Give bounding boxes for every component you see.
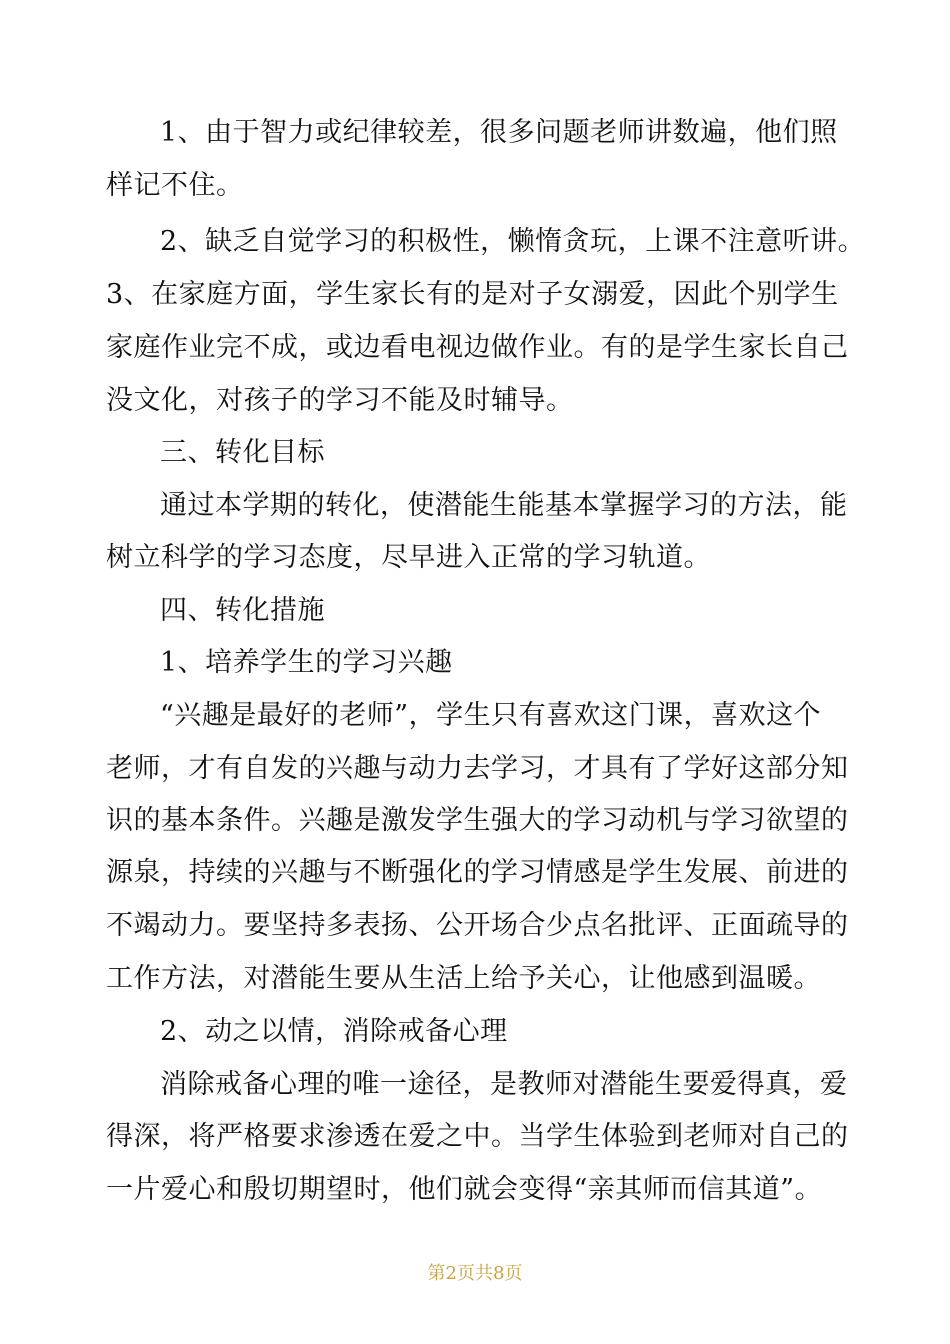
text-line: 1、由于智力或纪律较差，很多问题老师讲数遍，他们照 xyxy=(160,117,838,148)
text-line: “兴趣是最好的老师”，学生只有喜欢这门课，喜欢这个 xyxy=(160,700,822,731)
subsection-heading: 1、培养学生的学习兴趣 xyxy=(160,647,453,678)
text-line: 2、缺乏自觉学习的积极性，懒惰贪玩，上课不注意听讲。 xyxy=(160,226,866,257)
text-line: 树立科学的学习态度，尽早进入正常的学习轨道。 xyxy=(106,542,711,573)
text-line: 没文化，对孩子的学习不能及时辅导。 xyxy=(106,385,574,416)
section-heading: 三、转化目标 xyxy=(160,437,325,468)
subsection-heading: 2、动之以情，消除戒备心理 xyxy=(160,1016,508,1047)
text-line: 得深，将严格要求渗透在爱之中。当学生体验到老师对自己的 xyxy=(106,1121,849,1152)
text-line: 一片爱心和殷切期望时，他们就会变得“亲其师而信其道”。 xyxy=(106,1174,823,1205)
text-line: 3、在家庭方面，学生家长有的是对子女溺爱，因此个别学生 xyxy=(106,279,839,310)
section-heading: 四、转化措施 xyxy=(160,595,325,626)
text-line: 通过本学期的转化，使潜能生能基本掌握学习的方法，能 xyxy=(160,490,848,521)
text-line: 老师，才有自发的兴趣与动力去学习，才具有了学好这部分知 xyxy=(106,753,849,784)
text-line: 源泉，持续的兴趣与不断强化的学习情感是学生发展、前进的 xyxy=(106,857,849,888)
text-line: 工作方法，对潜能生要从生活上给予关心，让他感到温暖。 xyxy=(106,963,821,994)
text-line: 样记不住。 xyxy=(106,170,244,201)
text-line: 家庭作业完不成，或边看电视边做作业。有的是学生家长自己 xyxy=(106,332,849,363)
page-number-footer: 第2页共8页 xyxy=(427,1263,523,1284)
text-line: 不竭动力。要坚持多表扬、公开场合少点名批评、正面疏导的 xyxy=(106,910,849,941)
text-line: 识的基本条件。兴趣是激发学生强大的学习动机与学习欲望的 xyxy=(106,805,849,836)
text-line: 消除戒备心理的唯一途径，是教师对潜能生要爱得真，爱 xyxy=(160,1069,848,1100)
